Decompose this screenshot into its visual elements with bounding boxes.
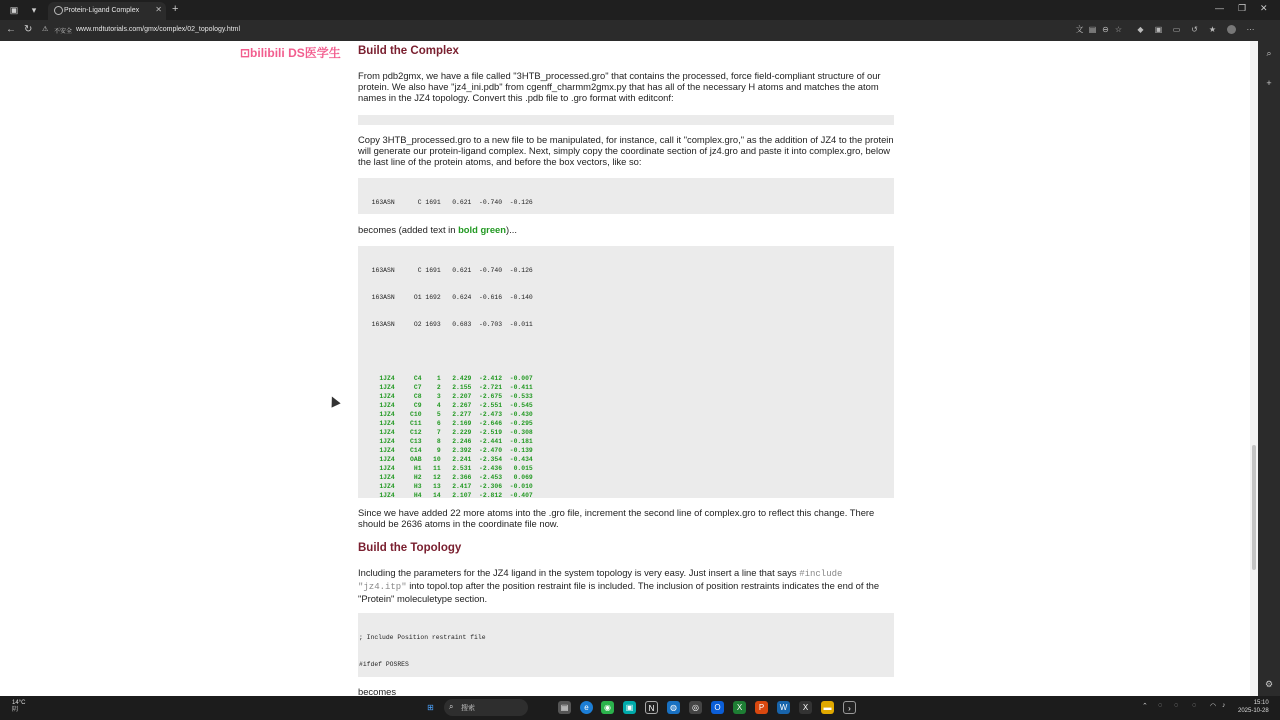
zoom-icon[interactable]: ⊖ bbox=[1102, 25, 1109, 34]
weather-widget[interactable] bbox=[12, 700, 25, 714]
section-title-complex: Build the Complex bbox=[358, 45, 459, 57]
becomes-text bbox=[358, 224, 894, 235]
ligand-atom-line: 1JZ4 H1 11 2.531 -2.436 0.015 bbox=[364, 465, 533, 472]
ligand-atom-line: 1JZ4 C10 5 2.277 -2.473 -0.430 bbox=[364, 411, 533, 418]
weather-desc: 阴 bbox=[12, 707, 19, 713]
code-topol bbox=[358, 613, 894, 677]
complex-intro: From pdb2gmx, we have a file called "3HTB_processed.gro" that contains the processed, force field-compliant structure of our protein. We also have "jz4_ini.pdb" from cgenff_charmm2gmx.py that has all of the necessary H atoms and matches the atom names in the JZ4 topology. Convert this .pdb file to .gro format with editconf: bbox=[358, 70, 881, 103]
topology-text-b: into topol.top after the position restraint file is included. The inclusion of position restraints indicates the end of the "Protein" moleculetype section. bbox=[358, 580, 880, 604]
tray-chevron-icon[interactable]: ⌃ bbox=[1142, 703, 1148, 710]
ligand-atom-line: 1JZ4 C9 4 2.267 -2.551 -0.545 bbox=[364, 402, 533, 409]
clock-time: 15:10 bbox=[1253, 700, 1269, 706]
sync-icon[interactable]: ↺ bbox=[1191, 25, 1198, 34]
security-label: 不安全 bbox=[54, 29, 73, 35]
code-line: 163ASN C 1691 0.621 -0.740 -0.126 bbox=[364, 199, 533, 206]
volume-icon[interactable]: ♪ bbox=[1222, 702, 1226, 709]
ligand-atom-line: 1JZ4 H2 12 2.366 -2.453 0.069 bbox=[364, 474, 533, 481]
code-before bbox=[358, 178, 894, 214]
close-window-icon[interactable]: ✕ bbox=[1260, 3, 1268, 13]
ligand-atom-line: 1JZ4 C12 7 2.229 -2.519 -0.308 bbox=[364, 429, 533, 436]
browser-navbar bbox=[0, 20, 1280, 41]
app-icon-4[interactable]: X bbox=[799, 701, 812, 714]
wechat-icon[interactable]: ◉ bbox=[601, 701, 614, 714]
clock[interactable] bbox=[1238, 699, 1269, 715]
ligand-atom-line: 1JZ4 C7 2 2.155 -2.721 -0.411 bbox=[364, 384, 533, 391]
copy-instructions: Copy 3HTB_processed.gro to a new file to be manipulated, for instance, call it "complex.gro," as the addition of JZ4 to the protein will generate our protein-ligand complex. Next, simply copy the coordinate section of jz4.gro and paste it into complex.gro, below the last line of the protein atoms, and before the box vectors, like so: bbox=[358, 134, 894, 167]
notion-icon[interactable]: N bbox=[645, 701, 658, 714]
favorites-bar-icon[interactable]: ★ bbox=[1208, 25, 1217, 34]
watermark: ⊡bilibili DS医学生 bbox=[240, 46, 341, 60]
web-page bbox=[0, 41, 1258, 696]
settings-icon[interactable]: ⚙ bbox=[1264, 679, 1274, 689]
new-tab-button[interactable]: + bbox=[172, 3, 179, 15]
favorite-icon[interactable]: ☆ bbox=[1114, 25, 1123, 34]
close-tab-icon[interactable]: ✕ bbox=[155, 5, 162, 14]
increment-text: Since we have added 22 more atoms into the .gro file, increment the second line of complex.gro to reflect this change. There should be 2636 atoms in the coordinate file now. bbox=[358, 507, 875, 529]
clock-date: 2025-10-28 bbox=[1238, 708, 1269, 714]
app-icon-2[interactable]: ◍ bbox=[667, 701, 680, 714]
taskbar-search[interactable] bbox=[444, 699, 528, 716]
back-icon[interactable]: ← bbox=[6, 24, 16, 35]
outlook-icon[interactable]: O bbox=[711, 701, 724, 714]
code-line: 163ASN C 1691 0.621 -0.740 -0.126 bbox=[364, 267, 533, 274]
browser-titlebar bbox=[0, 0, 1280, 20]
ligand-atom-line: 1JZ4 C14 9 2.392 -2.470 -0.139 bbox=[364, 447, 533, 454]
ligand-atom-line: 1JZ4 C11 6 2.169 -2.646 -0.295 bbox=[364, 420, 533, 427]
tab-actions-icon[interactable]: ▾ bbox=[31, 5, 37, 15]
sidebar bbox=[1258, 41, 1280, 696]
file-explorer-icon[interactable]: ▤ bbox=[558, 701, 571, 714]
refresh-icon[interactable]: ↻ bbox=[24, 24, 33, 35]
ligand-atom-line: 1JZ4 C4 1 2.429 -2.412 -0.007 bbox=[364, 375, 533, 382]
code-line: 163ASN O2 1693 0.683 -0.703 -0.011 bbox=[364, 321, 533, 328]
topology-text-a: Including the parameters for the JZ4 ligand in the system topology is very easy. Just insert a line that says bbox=[358, 567, 800, 578]
added-ligand-lines bbox=[364, 374, 888, 498]
code-line: 163ASN O1 1692 0.624 -0.616 -0.140 bbox=[364, 294, 533, 301]
app-icon[interactable]: ▣ bbox=[623, 701, 636, 714]
tab-protein-ligand[interactable] bbox=[48, 2, 166, 20]
more-menu-icon[interactable]: ⋯ bbox=[1246, 25, 1255, 34]
start-icon[interactable]: ⊞ bbox=[427, 703, 434, 712]
section-title-topology: Build the Topology bbox=[358, 542, 462, 554]
scrollbar-thumb[interactable] bbox=[1252, 445, 1256, 570]
terminal-icon[interactable]: › bbox=[843, 701, 856, 714]
word-icon[interactable]: W bbox=[777, 701, 790, 714]
code-editconf bbox=[358, 115, 894, 125]
collections-icon[interactable]: ▣ bbox=[1154, 25, 1163, 34]
globe-icon bbox=[54, 6, 63, 15]
search-icon[interactable]: ⌕ bbox=[1266, 48, 1272, 58]
maximize-icon[interactable]: ❐ bbox=[1238, 3, 1247, 13]
excel-icon[interactable]: X bbox=[733, 701, 746, 714]
becomes-end: becomes bbox=[358, 686, 397, 696]
url-text[interactable]: www.mdtutorials.com/gmx/complex/02_topology.html bbox=[76, 26, 241, 33]
tray-icon-2[interactable]: ◌ bbox=[1174, 702, 1179, 709]
avatar[interactable] bbox=[1227, 25, 1236, 34]
edge-icon[interactable]: e bbox=[580, 701, 593, 714]
add-icon[interactable]: + bbox=[1266, 78, 1272, 88]
ligand-atom-line: 1JZ4 H3 13 2.417 -2.306 -0.010 bbox=[364, 483, 533, 490]
tray-icon-3[interactable]: ◌ bbox=[1192, 702, 1197, 709]
becomes-suffix: )... bbox=[505, 224, 517, 235]
bold-green-label: bold green bbox=[458, 224, 506, 235]
wifi-icon[interactable]: ◠ bbox=[1210, 703, 1217, 710]
folder-icon[interactable]: ▬ bbox=[821, 701, 834, 714]
tab-title: Protein-Ligand Complex bbox=[64, 7, 140, 14]
ligand-atom-line: 1JZ4 OAB 10 2.241 -2.354 -0.434 bbox=[364, 456, 533, 463]
inline-code: #include "jz4.itp" bbox=[358, 569, 843, 592]
ligand-atom-line: 1JZ4 C13 8 2.246 -2.441 -0.181 bbox=[364, 438, 533, 445]
ligand-atom-line: 1JZ4 C8 3 2.207 -2.675 -0.533 bbox=[364, 393, 533, 400]
app-icon-3[interactable]: ◎ bbox=[689, 701, 702, 714]
tray-icon-1[interactable]: ◌ bbox=[1158, 702, 1163, 709]
code-line: #ifdef POSRES bbox=[359, 661, 409, 668]
scrollbar[interactable] bbox=[1250, 41, 1258, 696]
code-after bbox=[358, 246, 894, 498]
taskbar bbox=[0, 696, 1280, 720]
search-icon: ⌕ bbox=[449, 702, 454, 711]
minimize-icon[interactable]: — bbox=[1215, 3, 1224, 13]
warning-icon[interactable]: ⚠ bbox=[42, 26, 49, 33]
becomes-prefix: becomes (added text in bbox=[358, 224, 459, 235]
code-line: ; Include Position restraint file bbox=[359, 634, 486, 641]
topology-text bbox=[358, 567, 894, 604]
weather-temp: 14°C bbox=[12, 700, 26, 706]
browser-menu-icon[interactable]: ▣ bbox=[9, 5, 19, 15]
extension-icon[interactable]: ◆ bbox=[1137, 25, 1144, 34]
address-bar[interactable] bbox=[38, 23, 1138, 38]
translate-icon[interactable]: 文 bbox=[1075, 25, 1084, 34]
reader-icon[interactable]: ▤ bbox=[1088, 25, 1097, 34]
code-line bbox=[364, 347, 888, 356]
split-screen-icon[interactable]: ▭ bbox=[1172, 25, 1181, 34]
powerpoint-icon[interactable]: P bbox=[755, 701, 768, 714]
ligand-atom-line: 1JZ4 H4 14 2.107 -2.812 -0.407 bbox=[364, 492, 533, 498]
search-label: 搜索 bbox=[461, 705, 475, 712]
